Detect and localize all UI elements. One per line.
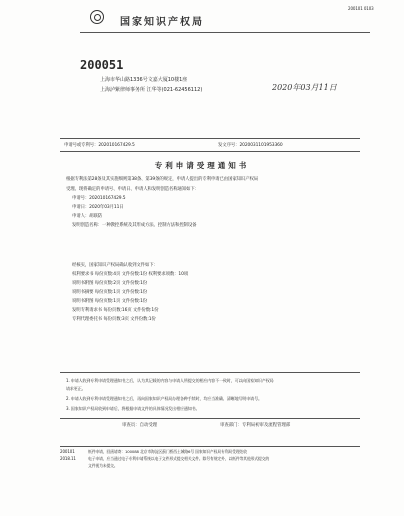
department-label: 审查部门：专利局初审及流程管理部 bbox=[220, 423, 291, 428]
body-line: 发明专利请求书 每份页数:16页 文件份数:1份 bbox=[72, 308, 159, 313]
examiner-label: 审查员：自动受理 bbox=[122, 423, 158, 428]
postal-code: 200051 bbox=[80, 58, 124, 72]
body-line: 说明书附图 每份页数:2页 文件份数:1份 bbox=[72, 281, 148, 286]
header-divider bbox=[80, 32, 370, 33]
body-line: 说明书附图 每份页数:1页 文件份数:1份 bbox=[72, 299, 148, 304]
note-line: 1. 申请人收到专利申请受理通知书之后，认为其记载的内容与申请人所提交的相应内容不一致时，可以向国家知识产权局 bbox=[66, 378, 274, 383]
recipient-address: 上海市华山路1336号文嘉大厦10楼1座 bbox=[100, 77, 188, 83]
note-line: 3. 国家知识产权局收到申请后，将根据申请文件的具体情况发出相应通知书。 bbox=[66, 406, 200, 411]
footer-line: 文件视为未提交。 bbox=[88, 463, 118, 468]
footer-divider bbox=[60, 446, 360, 447]
note-line: 请求更正。 bbox=[66, 386, 86, 391]
body-line: 发明创造名称：一种教控系统及其形成方法、控制方法和控制设备 bbox=[72, 223, 197, 228]
body-line: 受理。现将确定的申请号、申请日、申请人和发明创造名称通知如下： bbox=[66, 187, 200, 192]
body-line: 经核实，国家知识产权局确认收到文件如下： bbox=[72, 263, 158, 268]
info-divider-top bbox=[60, 138, 360, 139]
notice-title: 专利申请受理通知书 bbox=[154, 161, 250, 170]
info-divider-bottom bbox=[60, 151, 360, 152]
footer-code: 200101 bbox=[60, 449, 75, 454]
body-line: 根据专利法第28条及其实施细则第38条、第39条的规定，申请人提出的专利申请已由国家知识产权局 bbox=[66, 177, 259, 182]
patent-office-emblem-icon bbox=[90, 10, 104, 24]
signature-divider bbox=[60, 418, 360, 419]
top-code: 200101 0103 bbox=[348, 6, 374, 11]
office-name: 国家知识产权局 bbox=[120, 17, 204, 28]
footer-code: 2018.11 bbox=[60, 456, 76, 461]
notes-divider bbox=[60, 372, 360, 373]
application-number: 申请号或专利号：202010167429.5 bbox=[64, 143, 135, 148]
footer-line: 电子申请，应当通过电子专利申请系统以电子文件形式提交相关文件。除另有规定外，以纸件等其他形式提交的 bbox=[88, 456, 270, 461]
body-line: 申请号：202010167429.5 bbox=[72, 196, 126, 201]
note-line: 2. 申请人收到专利申请受理通知书之后，再向国家知识产权局办理各种手续时，均应当准确、清晰地写明申请号。 bbox=[66, 396, 262, 401]
document-serial: 发文序号：2020031101953360 bbox=[218, 143, 283, 148]
footer-line: 纸件申请，回函请寄：100088 北京市海淀区蓟门桥西土城路6号 国家知识产权局专利局受理处收 bbox=[88, 449, 247, 454]
body-line: 说明书摘要 每份页数:1页 文件份数:1份 bbox=[72, 290, 148, 295]
body-line: 权利要求书 每份页数:4页 文件份数:1份 权利要求项数：10项 bbox=[72, 272, 189, 277]
issue-date: 2020年03月11日 bbox=[272, 83, 337, 92]
body-line: 申请人：胡联防 bbox=[72, 214, 103, 219]
body-line: 专利代理委托书 每份页数:3页 文件份数:1份 bbox=[72, 317, 156, 322]
recipient-firm: 上海泸紫律师事务所 江华等(021-62456112) bbox=[100, 87, 203, 93]
body-line: 申请日：2020年03月11日 bbox=[72, 205, 124, 210]
